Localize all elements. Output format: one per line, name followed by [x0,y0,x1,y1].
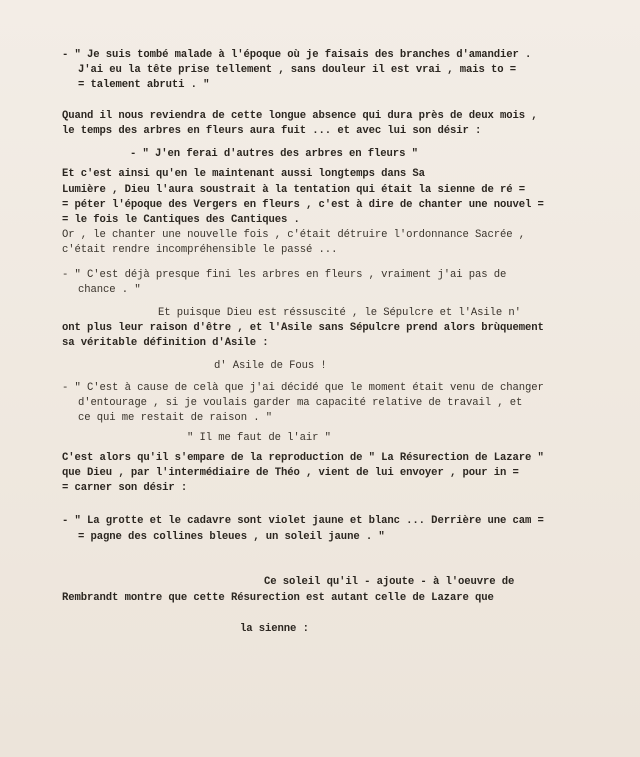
text-line: sa véritable définition d'Asile : [62,337,269,349]
text-line: le temps des arbres en fleurs aura fuit ... et avec lui son désir : [62,125,482,137]
text-line: Et c'est ainsi qu'en le maintenant aussi longtemps dans Sa [62,168,425,180]
text-line: la sienne : [240,623,309,635]
text-line: Quand il nous reviendra de cette longue absence qui dura près de deux mois , [62,110,538,122]
text-line: = le fois le Cantiques des Cantiques . [62,214,300,226]
text-line: " Il me faut de l'air " [187,432,331,444]
text-line: d' Asile de Fous ! [214,360,327,372]
text-line: = carner son désir : [62,482,188,494]
text-line: - " C'est à cause de celà que j'ai décidé que le moment était venu de changer [62,382,544,394]
text-line: Rembrandt montre que cette Résurection est autant celle de Lazare que [62,592,494,604]
text-line: = pagne des collines bleues , un soleil jaune . " [78,531,385,543]
text-line: J'ai eu la tête prise tellement , sans douleur il est vrai , mais to = [78,64,517,76]
text-line: c'était rendre incompréhensible le passé ... [62,244,338,256]
text-line: - " C'est déjà presque fini les arbres en fleurs , vraiment j'ai pas de [62,269,507,281]
text-line: chance . " [78,284,141,296]
text-line: = péter l'époque des Vergers en fleurs , c'est à dire de chanter une nouvel = [62,199,544,211]
text-line: ce qui me restait de raison . " [78,412,272,424]
text-line: que Dieu , par l'intermédiaire de Théo , vient de lui envoyer , pour in = [62,467,519,479]
text-line: - " J'en ferai d'autres des arbres en fleurs " [130,148,418,160]
text-line: ont plus leur raison d'être , et l'Asile sans Sépulcre prend alors brùquement [62,322,544,334]
text-line: C'est alors qu'il s'empare de la reproduction de " La Résurection de Lazare " [62,452,544,464]
text-line: = talement abruti . " [78,79,210,91]
text-line: Et puisque Dieu est réssuscité , le Sépulcre et l'Asile n' [158,307,521,319]
text-line: Or , le chanter une nouvelle fois , c'était détruire l'ordonnance Sacrée , [62,229,526,241]
text-line: - " Je suis tombé malade à l'époque où je faisais des branches d'amandier . [62,49,532,61]
text-line: d'entourage , si je voulais garder ma capacité relative de travail , et [78,397,523,409]
text-line: Ce soleil qu'il - ajoute - à l'oeuvre de [264,576,515,588]
text-line: Lumière , Dieu l'aura soustrait à la tentation qui était la sienne de ré = [62,184,526,196]
text-line: - " La grotte et le cadavre sont violet jaune et blanc ... Derrière une cam = [62,515,544,527]
